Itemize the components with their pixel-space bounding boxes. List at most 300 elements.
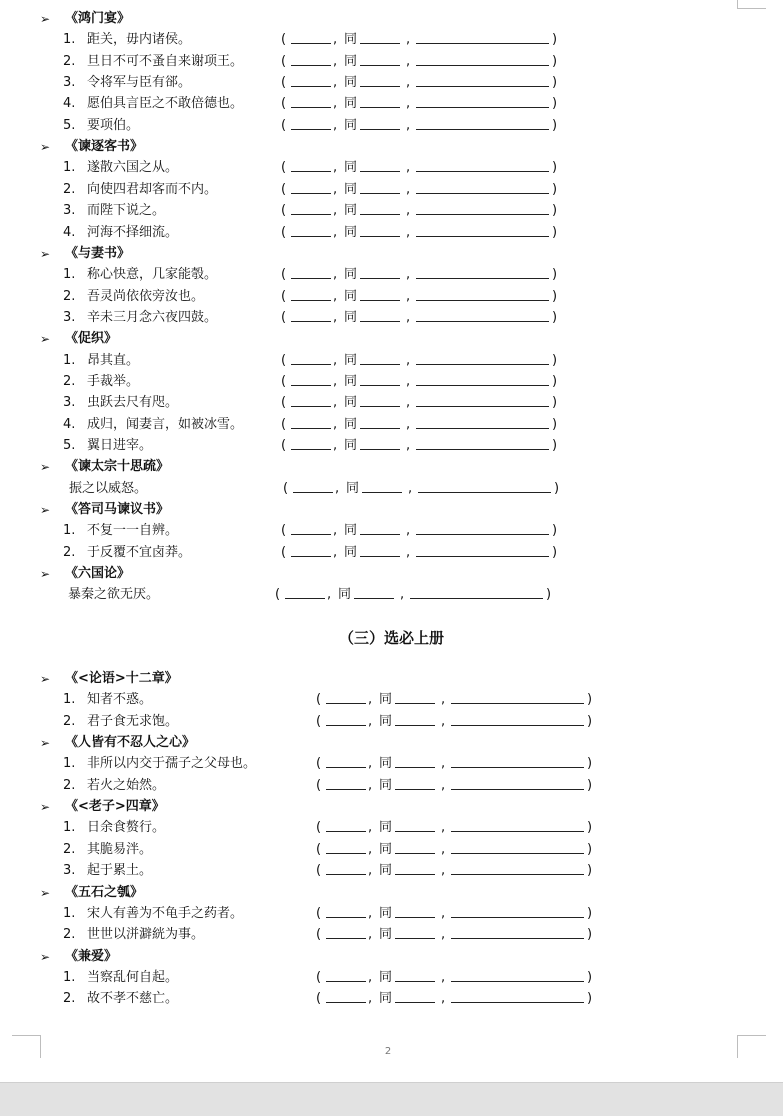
- paren-close: ): [554, 480, 560, 496]
- item-number: 2.: [63, 373, 76, 389]
- item-sentence: 辛未三月念六夜四鼓。: [87, 309, 218, 325]
- paren-open: (: [281, 544, 287, 560]
- tong-label: 同: [344, 395, 358, 411]
- blank-original[interactable]: [326, 818, 366, 832]
- paren-open: (: [281, 75, 287, 91]
- comma: ,: [400, 587, 405, 603]
- paren-close: ): [552, 544, 558, 560]
- item-number: 2.: [63, 777, 76, 793]
- paren-close: ): [546, 587, 552, 603]
- item-sentence: 君子食无求饱。: [87, 713, 179, 729]
- blank-original[interactable]: [291, 436, 331, 450]
- blank-meaning[interactable]: [416, 436, 549, 450]
- blank-tong[interactable]: [360, 415, 400, 429]
- comma: ,: [333, 224, 338, 240]
- blank-meaning[interactable]: [416, 393, 549, 407]
- comma: ,: [368, 905, 373, 921]
- blank-tong[interactable]: [395, 968, 435, 982]
- paren-close: ): [552, 373, 558, 389]
- tong-label: 同: [344, 53, 358, 69]
- blank-tong[interactable]: [395, 776, 435, 790]
- comma: ,: [406, 75, 411, 91]
- comma: ,: [368, 841, 373, 857]
- tong-label: 同: [379, 863, 393, 879]
- lesson-title: 《谏逐客书》: [65, 139, 144, 155]
- page-number: 2: [384, 1046, 392, 1057]
- paren-open: (: [316, 756, 322, 772]
- paren-open: (: [316, 863, 322, 879]
- tong-label: 同: [344, 75, 358, 91]
- item-sentence: 于反覆不宜卤莽。: [87, 544, 192, 560]
- blank-meaning[interactable]: [451, 968, 584, 982]
- comma: ,: [406, 309, 411, 325]
- blank-tong[interactable]: [360, 116, 400, 130]
- blank-meaning[interactable]: [416, 180, 549, 194]
- tong-label: 同: [379, 905, 393, 921]
- blank-meaning[interactable]: [416, 158, 549, 172]
- comma: ,: [333, 160, 338, 176]
- item-sentence: 知者不惑。: [87, 692, 153, 708]
- blank-tong[interactable]: [360, 436, 400, 450]
- blank-tong[interactable]: [395, 690, 435, 704]
- blank-meaning[interactable]: [416, 287, 549, 301]
- tong-label: 同: [344, 32, 358, 48]
- paren-close: ): [587, 905, 593, 921]
- item-sentence: 翼日进宰。: [87, 438, 153, 453]
- paren-open: (: [281, 523, 287, 539]
- blank-original[interactable]: [291, 116, 331, 130]
- comma: ,: [441, 927, 446, 943]
- blank-original[interactable]: [326, 989, 366, 1003]
- item-number: 1.: [63, 969, 76, 985]
- item-number: 4.: [63, 224, 76, 240]
- section-title: （三）选必上册: [338, 629, 444, 647]
- paren-open: (: [316, 927, 322, 943]
- blank-tong[interactable]: [395, 818, 435, 832]
- bullet-icon: ➢: [40, 736, 51, 751]
- item-sentence: 其脆易泮。: [87, 841, 153, 857]
- lesson-title: 《人皆有不忍人之心》: [65, 735, 196, 751]
- paren-close: ): [552, 117, 558, 133]
- tong-label: 同: [344, 438, 358, 453]
- blank-original[interactable]: [291, 521, 331, 535]
- blank-tong[interactable]: [395, 840, 435, 854]
- blank-meaning[interactable]: [416, 52, 549, 66]
- paren-open: (: [281, 160, 287, 176]
- comma: ,: [406, 53, 411, 69]
- lesson-title: 《<老子>四章》: [65, 799, 165, 815]
- comma: ,: [406, 544, 411, 560]
- comma: ,: [333, 203, 338, 219]
- item-sentence: 向使四君却客而不内。: [87, 181, 218, 197]
- tong-label: 同: [344, 203, 358, 219]
- tong-label: 同: [344, 416, 358, 432]
- blank-meaning[interactable]: [416, 73, 549, 87]
- bullet-icon: ➢: [40, 885, 51, 900]
- item-sentence: 宋人有善为不龟手之药者。: [87, 905, 244, 921]
- blank-original[interactable]: [291, 287, 331, 301]
- comma: ,: [333, 523, 338, 539]
- lesson-title: 《六国论》: [65, 566, 131, 582]
- blank-tong[interactable]: [395, 989, 435, 1003]
- blank-tong[interactable]: [360, 94, 400, 108]
- blank-meaning[interactable]: [416, 201, 549, 215]
- blank-meaning[interactable]: [416, 372, 549, 386]
- paren-open: (: [281, 416, 287, 432]
- blank-original[interactable]: [293, 479, 333, 493]
- blank-tong[interactable]: [395, 861, 435, 875]
- blank-meaning[interactable]: [416, 223, 549, 237]
- item-sentence: 起于累土。: [87, 863, 153, 879]
- item-sentence: 成归，闻妻言，如被冰雪。: [87, 416, 244, 432]
- paren-open: (: [316, 820, 322, 836]
- paren-open: (: [281, 203, 287, 219]
- item-number: 5.: [63, 117, 76, 133]
- item-number: 2.: [63, 927, 76, 943]
- paren-close: ): [552, 523, 558, 539]
- paren-close: ): [587, 863, 593, 879]
- tong-label: 同: [344, 288, 358, 304]
- blank-meaning[interactable]: [451, 754, 584, 768]
- blank-original[interactable]: [326, 861, 366, 875]
- blank-original[interactable]: [291, 393, 331, 407]
- comma: ,: [406, 267, 411, 283]
- comma: ,: [406, 438, 411, 453]
- blank-original[interactable]: [326, 754, 366, 768]
- blank-tong[interactable]: [360, 308, 400, 322]
- paren-open: (: [316, 713, 322, 729]
- blank-meaning[interactable]: [451, 861, 584, 875]
- tong-label: 同: [344, 544, 358, 560]
- paren-close: ): [587, 991, 593, 1007]
- item-number: 1.: [63, 756, 76, 772]
- bullet-icon: ➢: [40, 503, 51, 518]
- blank-original[interactable]: [291, 351, 331, 365]
- item-sentence: 振之以威怒。: [69, 480, 148, 496]
- blank-tong[interactable]: [360, 201, 400, 215]
- blank-original[interactable]: [291, 158, 331, 172]
- blank-original[interactable]: [291, 372, 331, 386]
- item-sentence: 世世以洴澼絖为事。: [87, 927, 205, 943]
- item-sentence: 令将军与臣有郤。: [87, 75, 192, 91]
- comma: ,: [406, 96, 411, 112]
- item-sentence: 暴秦之欲无厌。: [68, 587, 160, 603]
- paren-close: ): [587, 756, 593, 772]
- blank-original[interactable]: [291, 52, 331, 66]
- paren-open: (: [281, 395, 287, 411]
- item-number: 5.: [63, 438, 76, 453]
- comma: ,: [333, 181, 338, 197]
- blank-original[interactable]: [326, 904, 366, 918]
- item-sentence: 非所以内交于孺子之父母也。: [87, 756, 257, 772]
- blank-meaning[interactable]: [451, 925, 584, 939]
- comma: ,: [408, 480, 413, 496]
- blank-tong[interactable]: [360, 521, 400, 535]
- paren-close: ): [552, 395, 558, 411]
- item-number: 2.: [63, 53, 76, 69]
- item-number: 3.: [63, 395, 76, 411]
- blank-tong[interactable]: [362, 479, 402, 493]
- paren-close: ): [552, 53, 558, 69]
- blank-original[interactable]: [291, 201, 331, 215]
- paren-close: ): [587, 713, 593, 729]
- paren-close: ): [587, 841, 593, 857]
- blank-meaning[interactable]: [418, 479, 551, 493]
- paren-open: (: [316, 991, 322, 1007]
- tong-label: 同: [344, 523, 358, 539]
- blank-meaning[interactable]: [416, 351, 549, 365]
- blank-original[interactable]: [326, 776, 366, 790]
- blank-original[interactable]: [291, 415, 331, 429]
- blank-tong[interactable]: [360, 223, 400, 237]
- tong-label: 同: [344, 117, 358, 133]
- item-number: 1.: [63, 160, 76, 176]
- comma: ,: [406, 288, 411, 304]
- item-sentence: 遂散六国之从。: [87, 160, 179, 176]
- blank-original[interactable]: [326, 840, 366, 854]
- blank-tong[interactable]: [360, 52, 400, 66]
- item-sentence: 不复一一自辨。: [87, 523, 179, 539]
- lesson-title: 《答司马谏议书》: [65, 502, 170, 518]
- status-bar: [0, 1082, 783, 1116]
- item-number: 1.: [63, 820, 76, 836]
- item-sentence: 距关，毋内诸侯。: [87, 32, 192, 48]
- blank-tong[interactable]: [360, 265, 400, 279]
- comma: ,: [441, 863, 446, 879]
- blank-meaning[interactable]: [451, 712, 584, 726]
- paren-close: ): [587, 777, 593, 793]
- comma: ,: [441, 777, 446, 793]
- tong-label: 同: [346, 480, 360, 496]
- blank-meaning[interactable]: [451, 989, 584, 1003]
- blank-original[interactable]: [326, 712, 366, 726]
- blank-original[interactable]: [291, 223, 331, 237]
- tong-label: 同: [344, 96, 358, 112]
- blank-original[interactable]: [291, 94, 331, 108]
- comma: ,: [441, 969, 446, 985]
- comma: ,: [368, 863, 373, 879]
- blank-tong[interactable]: [395, 754, 435, 768]
- blank-meaning[interactable]: [416, 521, 549, 535]
- comma: ,: [368, 969, 373, 985]
- blank-tong[interactable]: [360, 30, 400, 44]
- blank-tong[interactable]: [395, 925, 435, 939]
- comma: ,: [406, 32, 411, 48]
- blank-meaning[interactable]: [416, 94, 549, 108]
- paren-open: (: [281, 117, 287, 133]
- comma: ,: [406, 160, 411, 176]
- blank-original[interactable]: [291, 180, 331, 194]
- blank-meaning[interactable]: [451, 904, 584, 918]
- paren-close: ): [552, 203, 558, 219]
- comma: ,: [441, 905, 446, 921]
- lesson-title: 《促织》: [65, 331, 118, 347]
- paren-close: ): [552, 96, 558, 112]
- paren-close: ): [552, 32, 558, 48]
- blank-tong[interactable]: [395, 712, 435, 726]
- tong-label: 同: [379, 841, 393, 857]
- blank-meaning[interactable]: [451, 818, 584, 832]
- item-number: 4.: [63, 96, 76, 112]
- comma: ,: [333, 438, 338, 453]
- blank-meaning[interactable]: [416, 415, 549, 429]
- paren-open: (: [281, 53, 287, 69]
- blank-tong[interactable]: [360, 287, 400, 301]
- tong-label: 同: [344, 373, 358, 389]
- paren-open: (: [316, 841, 322, 857]
- item-sentence: 旦日不可不蚤自来谢项王。: [87, 53, 244, 69]
- blank-original[interactable]: [291, 73, 331, 87]
- bullet-icon: ➢: [40, 140, 51, 155]
- bullet-icon: ➢: [40, 12, 51, 26]
- paren-open: (: [281, 224, 287, 240]
- paren-open: (: [281, 438, 287, 453]
- blank-meaning[interactable]: [416, 30, 549, 44]
- lesson-title: 《与妻书》: [65, 245, 131, 261]
- comma: ,: [333, 96, 338, 112]
- comma: ,: [441, 841, 446, 857]
- paren-close: ): [552, 267, 558, 283]
- blank-original[interactable]: [291, 308, 331, 322]
- blank-tong[interactable]: [360, 372, 400, 386]
- bullet-icon: ➢: [40, 246, 51, 261]
- paren-close: ): [552, 288, 558, 304]
- item-sentence: 河海不择细流。: [87, 224, 179, 240]
- item-sentence: 若火之始然。: [87, 777, 166, 793]
- blank-tong[interactable]: [360, 393, 400, 407]
- paren-close: ): [587, 820, 593, 836]
- item-sentence: 要项伯。: [87, 117, 140, 133]
- blank-meaning[interactable]: [410, 585, 543, 599]
- blank-tong[interactable]: [360, 351, 400, 365]
- item-number: 2.: [63, 713, 76, 729]
- comma: ,: [333, 117, 338, 133]
- item-number: 4.: [63, 416, 76, 432]
- blank-original[interactable]: [291, 30, 331, 44]
- paren-close: ): [552, 160, 558, 176]
- bullet-icon: ➢: [40, 949, 51, 964]
- paren-close: ): [552, 224, 558, 240]
- item-number: 3.: [63, 863, 76, 879]
- blank-original[interactable]: [326, 968, 366, 982]
- item-number: 2.: [63, 181, 76, 197]
- comma: ,: [441, 756, 446, 772]
- comma: ,: [333, 373, 338, 389]
- paren-close: ): [552, 352, 558, 368]
- blank-tong[interactable]: [395, 904, 435, 918]
- crop-mark-top-right: [737, 0, 766, 9]
- comma: ,: [406, 416, 411, 432]
- item-number: 2.: [63, 991, 76, 1007]
- item-number: 1.: [63, 352, 76, 368]
- comma: ,: [368, 692, 373, 708]
- paren-close: ): [552, 181, 558, 197]
- tong-label: 同: [379, 969, 393, 985]
- bullet-icon: ➢: [40, 672, 51, 686]
- paren-close: ): [587, 692, 593, 708]
- comma: ,: [333, 544, 338, 560]
- bullet-icon: ➢: [40, 567, 51, 582]
- blank-meaning[interactable]: [451, 776, 584, 790]
- bullet-icon: ➢: [40, 460, 51, 475]
- paren-open: (: [316, 905, 322, 921]
- blank-tong[interactable]: [360, 158, 400, 172]
- item-sentence: 吾灵尚依依旁汝也。: [87, 288, 205, 304]
- paren-open: (: [316, 969, 322, 985]
- blank-meaning[interactable]: [416, 543, 549, 557]
- blank-meaning[interactable]: [416, 265, 549, 279]
- item-sentence: 称心快意，几家能彀。: [87, 267, 218, 283]
- blank-original[interactable]: [326, 925, 366, 939]
- comma: ,: [441, 820, 446, 836]
- comma: ,: [333, 309, 338, 325]
- item-number: 2.: [63, 288, 76, 304]
- paren-close: ): [552, 309, 558, 325]
- comma: ,: [368, 713, 373, 729]
- comma: ,: [406, 523, 411, 539]
- paren-open: (: [275, 587, 281, 603]
- comma: ,: [406, 395, 411, 411]
- blank-tong[interactable]: [360, 543, 400, 557]
- paren-open: (: [283, 480, 289, 496]
- tong-label: 同: [344, 267, 358, 283]
- blank-meaning[interactable]: [451, 690, 584, 704]
- blank-meaning[interactable]: [451, 840, 584, 854]
- paren-close: ): [552, 438, 558, 453]
- item-number: 1.: [63, 692, 76, 708]
- comma: ,: [368, 820, 373, 836]
- blank-meaning[interactable]: [416, 116, 549, 130]
- tong-label: 同: [379, 713, 393, 729]
- item-sentence: 昂其直。: [87, 352, 140, 368]
- comma: ,: [333, 75, 338, 91]
- paren-open: (: [281, 352, 287, 368]
- tong-label: 同: [344, 352, 358, 368]
- item-number: 2.: [63, 544, 76, 560]
- blank-original[interactable]: [291, 543, 331, 557]
- lesson-title: 《兼爱》: [65, 948, 118, 964]
- comma: ,: [333, 416, 338, 432]
- tong-label: 同: [379, 692, 393, 708]
- comma: ,: [368, 756, 373, 772]
- paren-open: (: [281, 309, 287, 325]
- comma: ,: [441, 692, 446, 708]
- blank-original[interactable]: [326, 690, 366, 704]
- blank-original[interactable]: [291, 265, 331, 279]
- comma: ,: [441, 713, 446, 729]
- item-number: 3.: [63, 203, 76, 219]
- paren-close: ): [552, 416, 558, 432]
- paren-open: (: [281, 32, 287, 48]
- item-number: 3.: [63, 309, 76, 325]
- tong-label: 同: [344, 160, 358, 176]
- lesson-title: 《<论语>十二章》: [65, 671, 178, 686]
- item-sentence: 而陛下说之。: [87, 203, 166, 219]
- lesson-title: 《谏太宗十思疏》: [65, 459, 170, 475]
- blank-tong[interactable]: [360, 73, 400, 87]
- item-sentence: 日余食赘行。: [87, 820, 166, 836]
- blank-original[interactable]: [285, 585, 325, 599]
- blank-tong[interactable]: [354, 585, 394, 599]
- item-sentence: 手裁举。: [87, 373, 140, 389]
- tong-label: 同: [344, 309, 358, 325]
- comma: ,: [406, 224, 411, 240]
- comma: ,: [333, 53, 338, 69]
- paren-open: (: [316, 692, 322, 708]
- blank-meaning[interactable]: [416, 308, 549, 322]
- tong-label: 同: [344, 224, 358, 240]
- blank-tong[interactable]: [360, 180, 400, 194]
